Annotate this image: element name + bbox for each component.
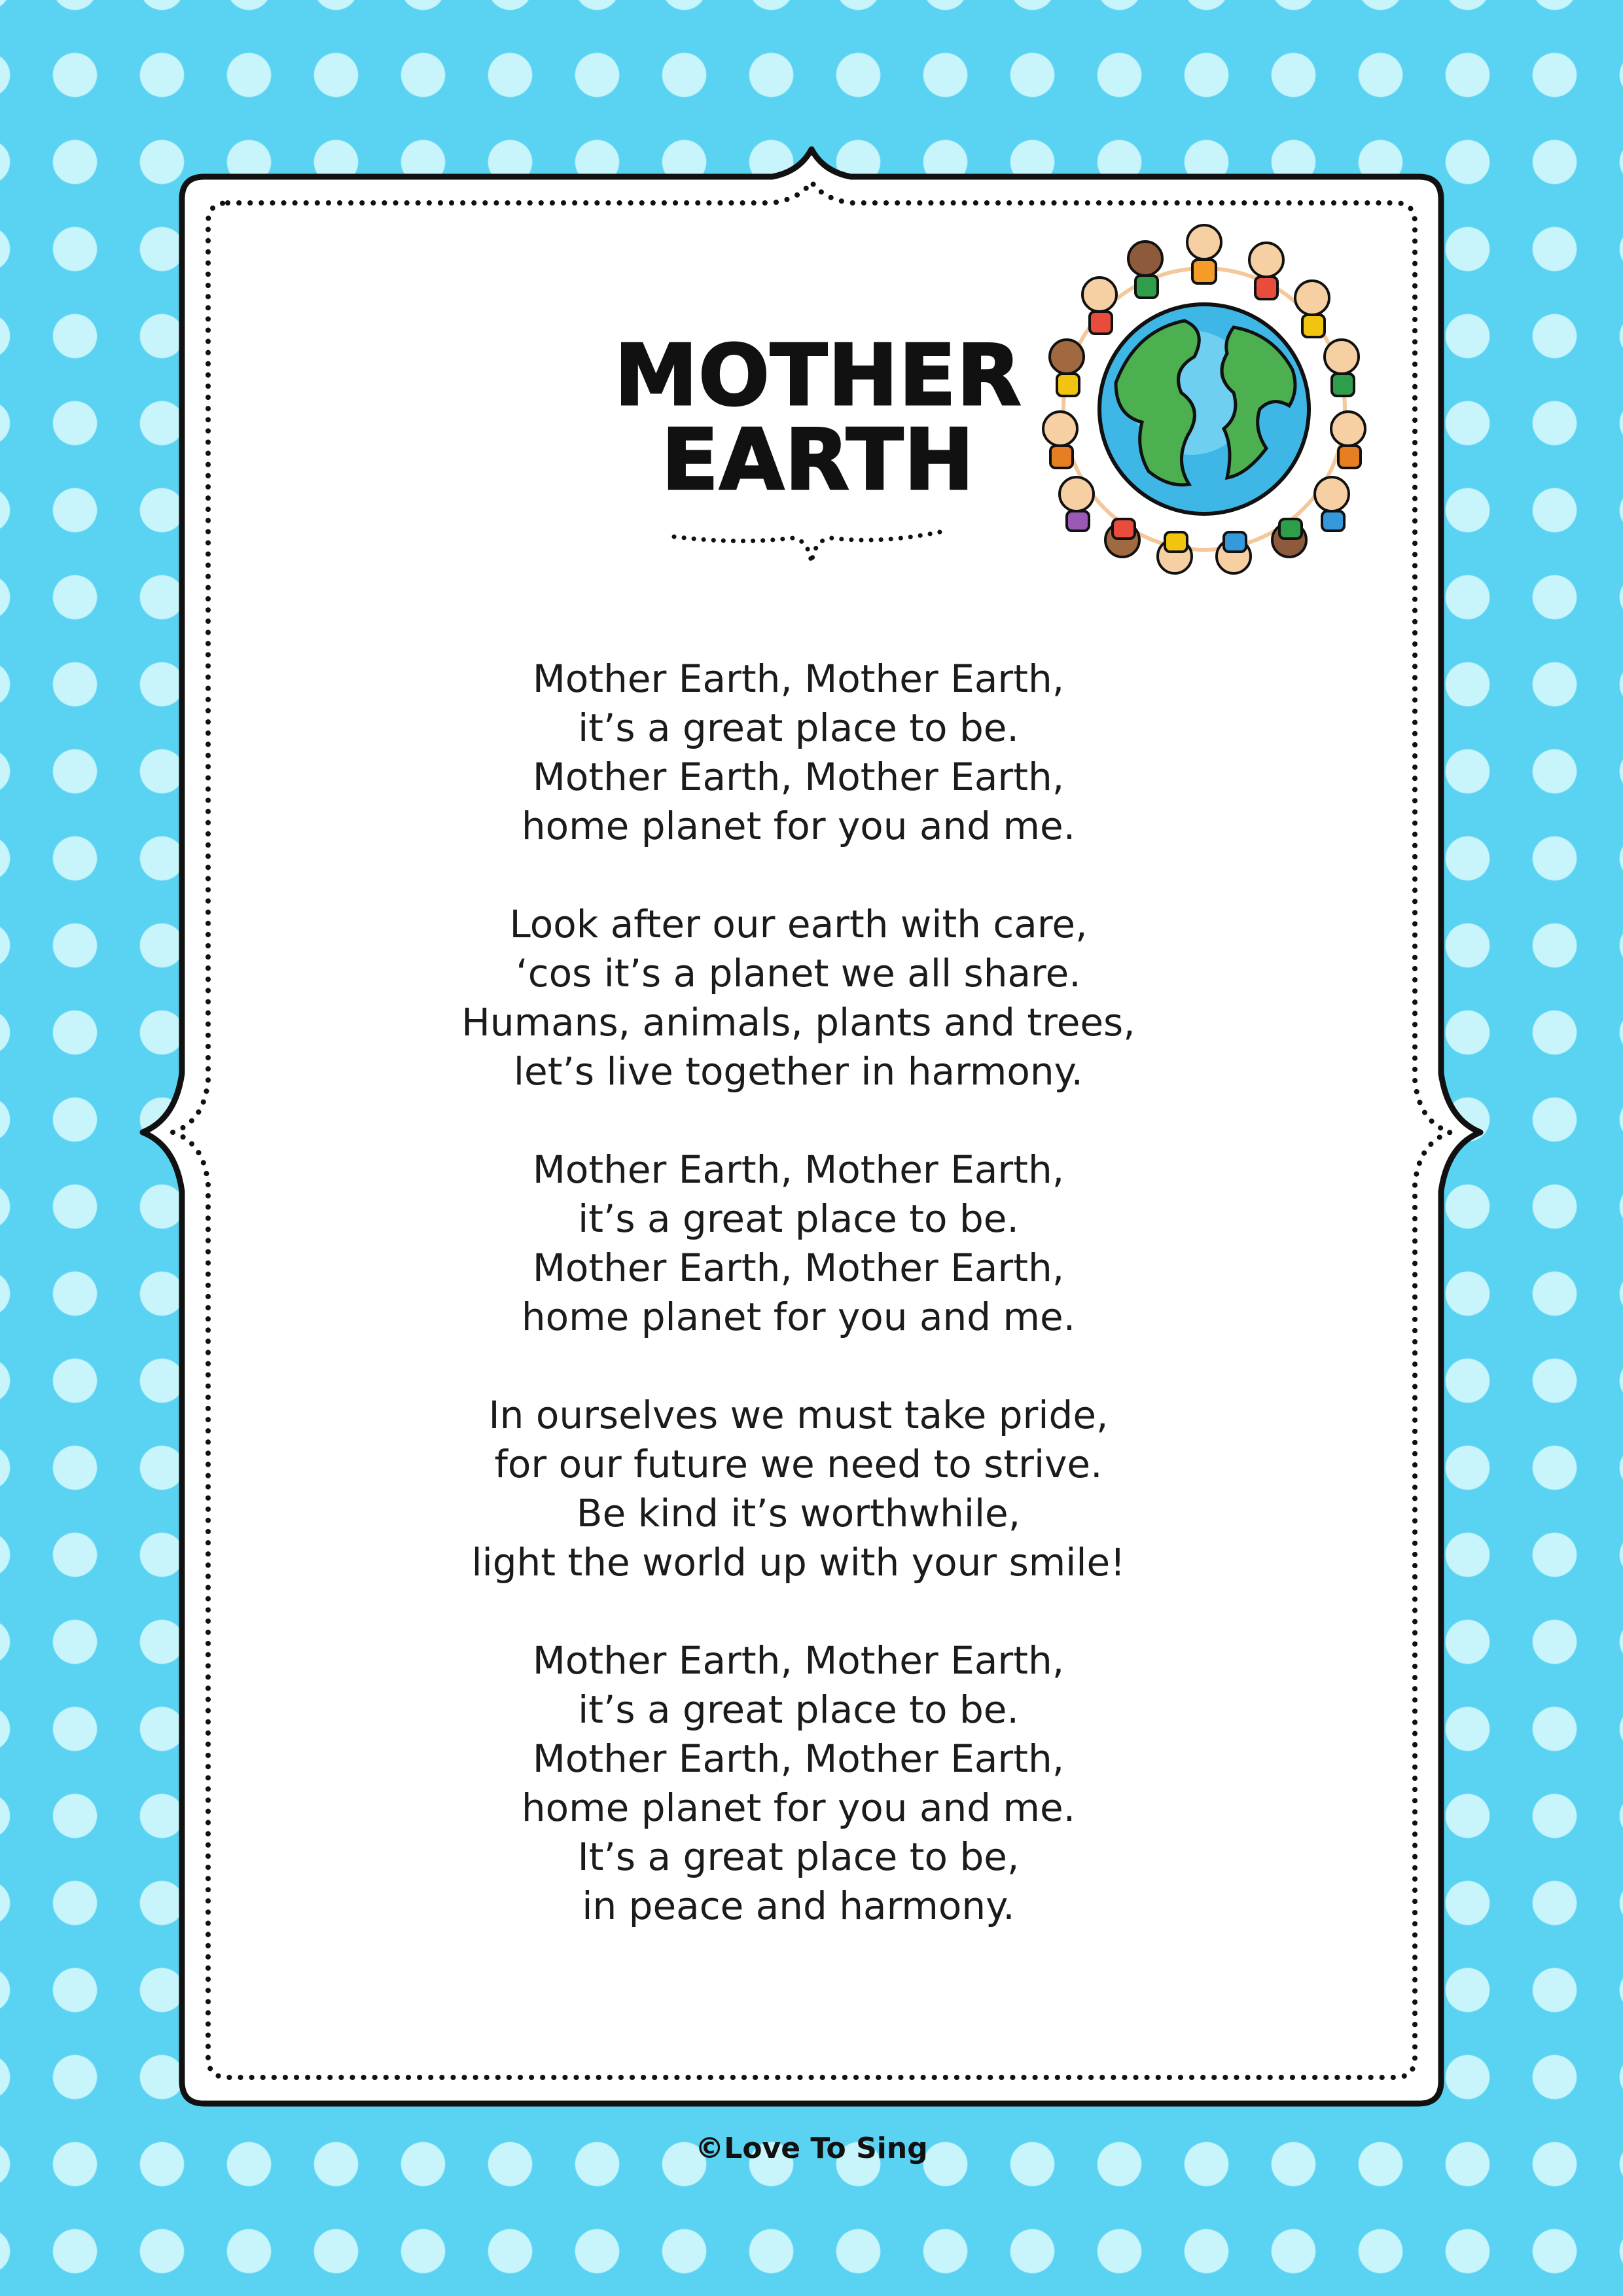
lyrics-line: Mother Earth, Mother Earth,	[532, 1638, 1065, 1683]
lyrics-line: Mother Earth, Mother Earth,	[532, 755, 1065, 799]
copyright-footer: ©Love To Sing	[695, 2132, 928, 2165]
song-title-line-2: EARTH	[661, 412, 975, 509]
lyrics-line: home planet for you and me.	[521, 1295, 1076, 1339]
lyrics-line: it’s a great place to be.	[578, 706, 1019, 750]
lyrics-line: it’s a great place to be.	[578, 1196, 1019, 1241]
lyrics-line: Mother Earth, Mother Earth,	[532, 1246, 1065, 1290]
lyrics-line: In ourselves we must take pride,	[488, 1393, 1109, 1437]
lyrics-line: Mother Earth, Mother Earth,	[532, 1147, 1065, 1192]
lyrics-stanza	[353, 900, 1243, 1096]
lyrics-line: Be kind it’s worthwhile,	[576, 1491, 1021, 1535]
lyrics-line: home planet for you and me.	[521, 804, 1076, 848]
lyrics-line: Look after our earth with care,	[509, 902, 1088, 946]
lyrics-line: light the world up with your smile!	[471, 1540, 1126, 1585]
lyrics-line: Mother Earth, Mother Earth,	[532, 656, 1065, 701]
lyrics-line: let’s live together in harmony.	[513, 1049, 1084, 1094]
lyrics-stanza	[353, 1636, 1243, 1931]
lyrics-line: Humans, animals, plants and trees,	[461, 1000, 1135, 1045]
title-ornament-divider	[668, 517, 955, 576]
lyrics-line: for our future we need to strive.	[494, 1442, 1103, 1486]
lyrics-line: home planet for you and me.	[521, 1785, 1076, 1830]
song-lyrics	[353, 655, 1243, 1980]
globe-with-children-holding-hands-icon	[1037, 219, 1371, 576]
lyrics-line: it’s a great place to be.	[578, 1687, 1019, 1732]
lyrics-stanza	[353, 1391, 1243, 1587]
lyrics-line: It’s a great place to be,	[577, 1835, 1020, 1879]
lyrics-stanza	[353, 655, 1243, 851]
lyrics-line: in peace and harmony.	[582, 1884, 1015, 1928]
lyrics-line: Mother Earth, Mother Earth,	[532, 1736, 1065, 1781]
lyrics-line: ‘cos it’s a planet we all share.	[516, 951, 1081, 996]
lyrics-stanza	[353, 1145, 1243, 1342]
song-title-line-1: MOTHER	[614, 327, 1022, 425]
